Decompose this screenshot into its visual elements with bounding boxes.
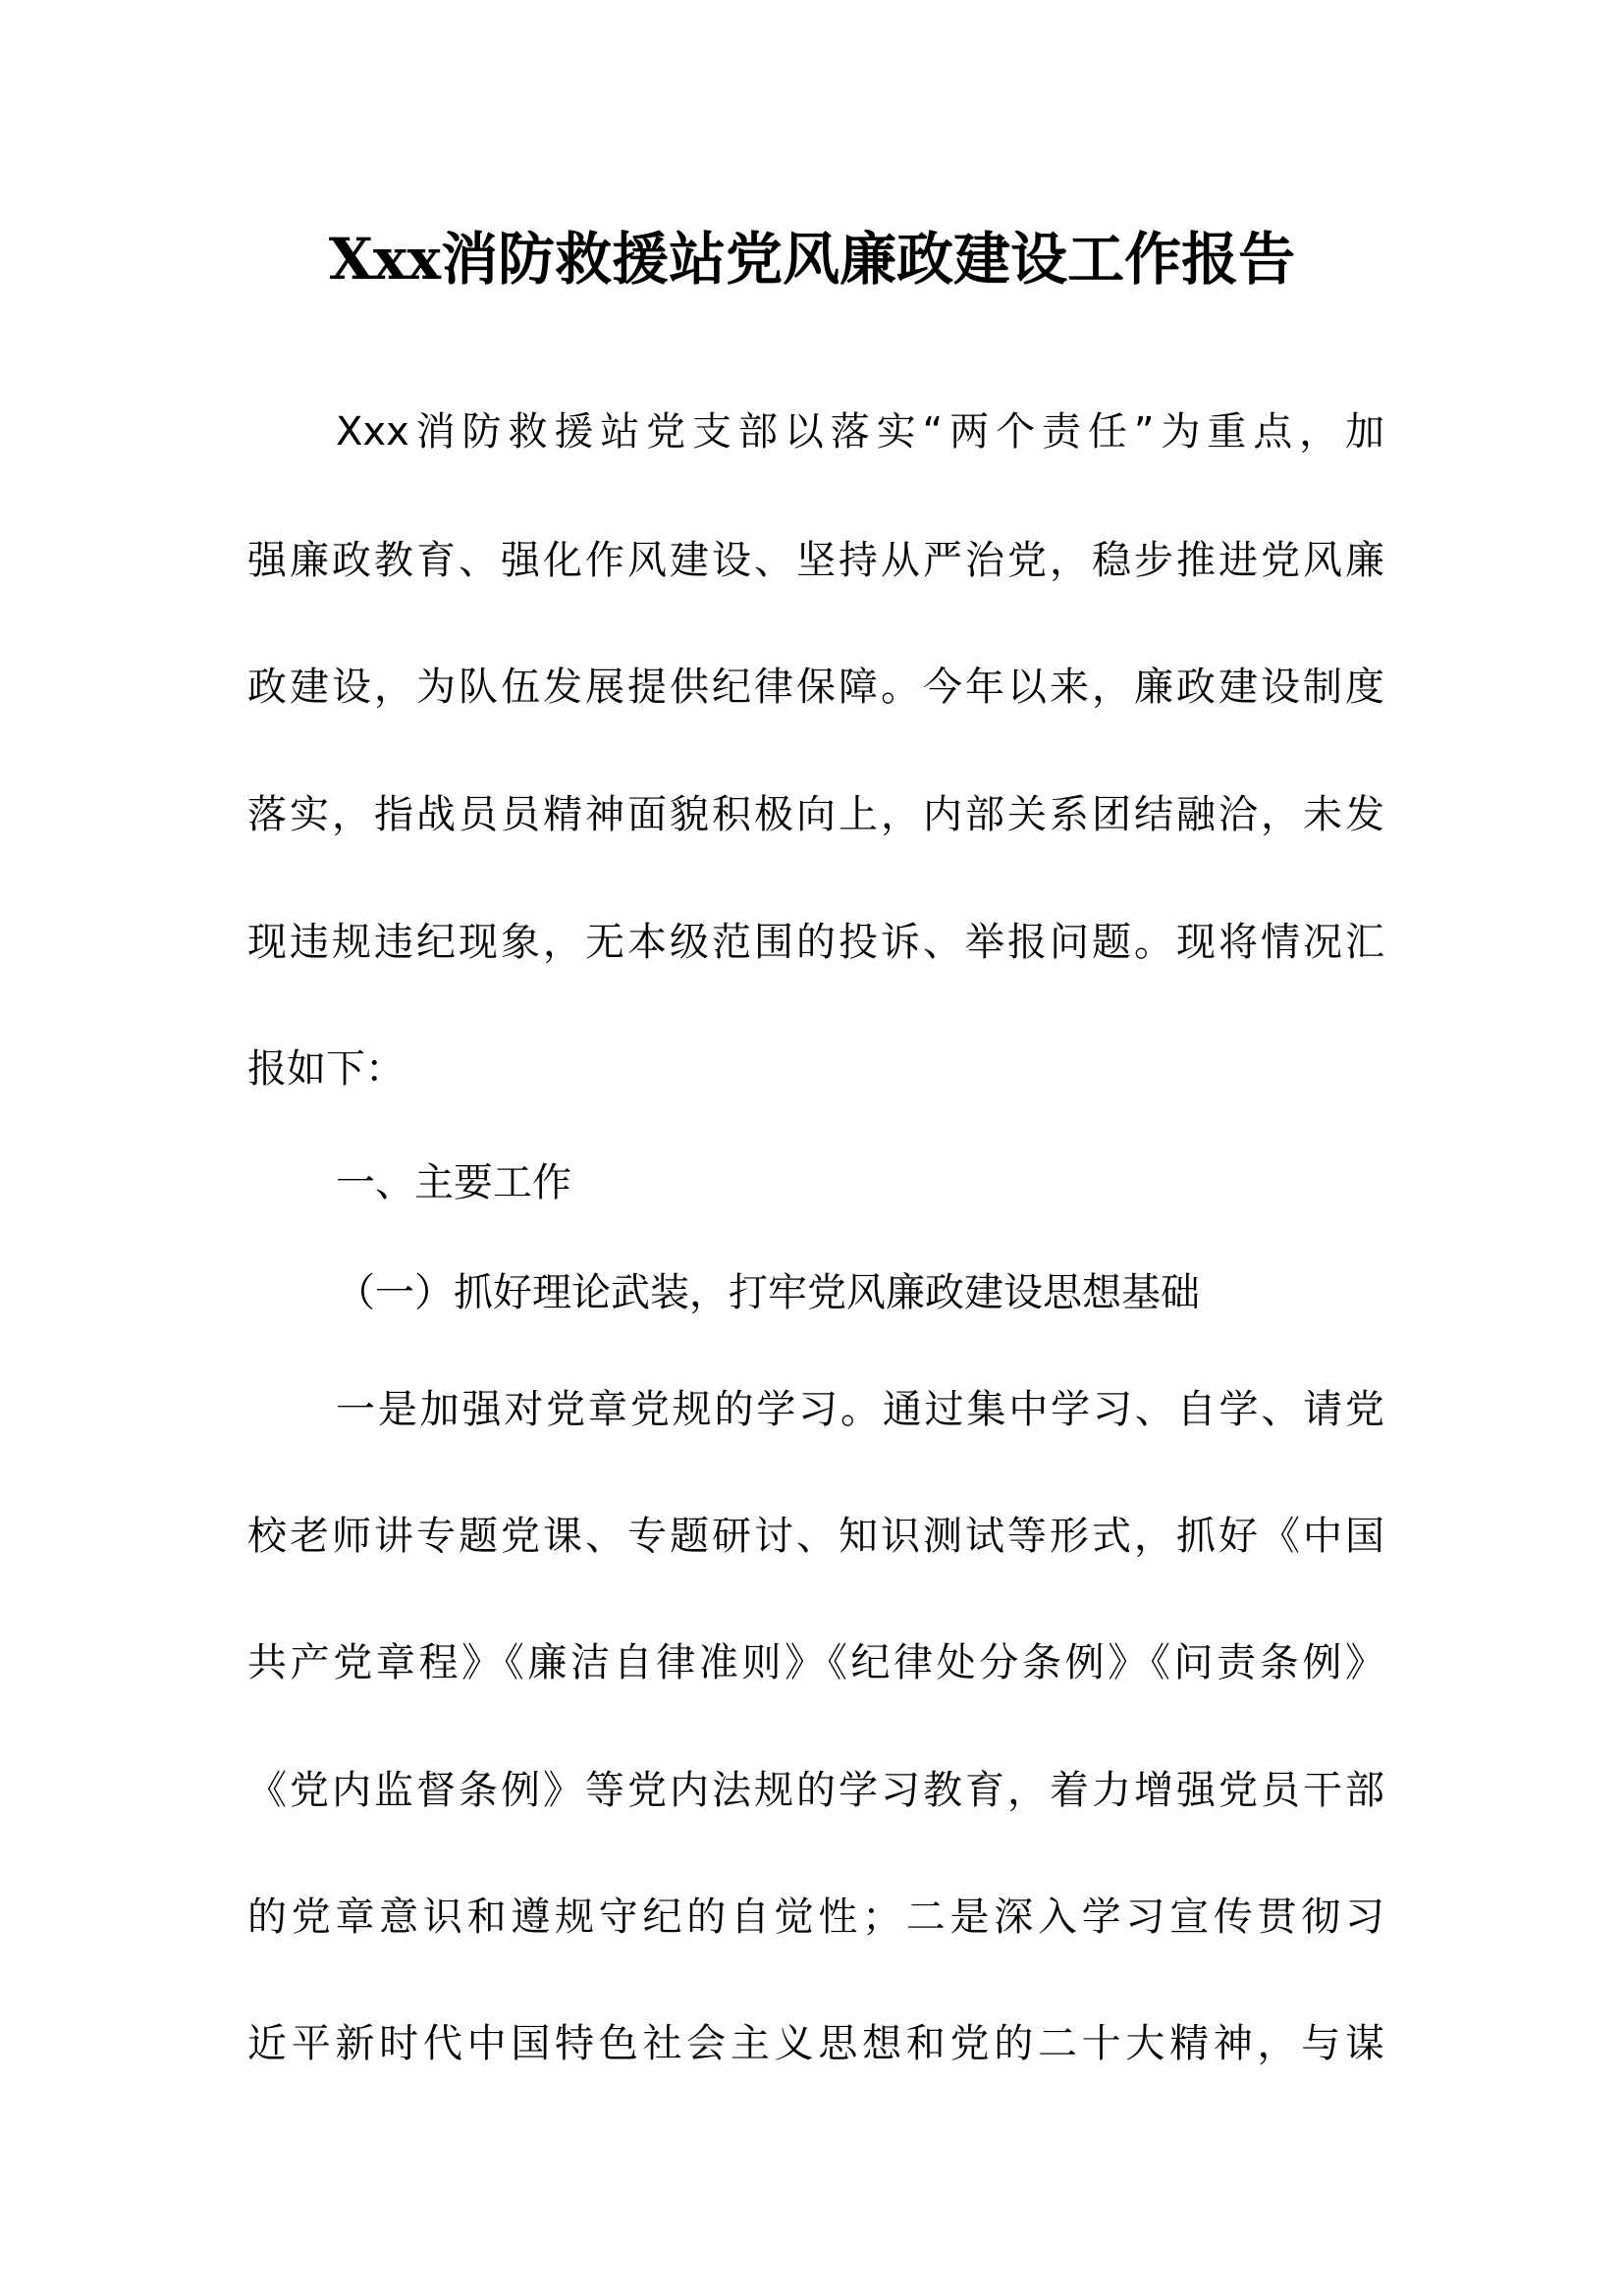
paragraph-line: 落实，指战员员精神面貌积极向上，内部关系团结融洽，未发 xyxy=(247,792,1384,837)
paragraph-line: 共产党章程》《廉洁自律准则》《纪律处分条例》《问责条例》 xyxy=(247,1640,1384,1685)
paragraph-line: 政建设，为队伍发展提供纪律保障。今年以来，廉政建设制度 xyxy=(247,665,1384,710)
paragraph-line: 一是加强对党章党规的学习。通过集中学习、自学、请党 xyxy=(336,1387,1384,1432)
paragraph-line: 强廉政教育、强化作风建设、坚持从严治党，稳步推进党风廉 xyxy=(247,538,1384,583)
section-heading: 一、主要工作 xyxy=(336,1160,571,1205)
paragraph-line: 校老师讲专题党课、专题研讨、知识测试等形式，抓好《中国 xyxy=(247,1514,1384,1559)
paragraph-line: 的党章意识和遵规守纪的自觉性；二是深入学习宣传贯彻习 xyxy=(247,1895,1384,1940)
paragraph-line: 现违规违纪现象，无本级范围的投诉、举报问题。现将情况汇 xyxy=(247,920,1384,965)
paragraph-line: 报如下： xyxy=(247,1046,405,1092)
paragraph-line: 近平新时代中国特色社会主义思想和党的二十大精神，与谋 xyxy=(247,2021,1384,2066)
paragraph-line: Xxx消防救援站党支部以落实“两个责任”为重点，加 xyxy=(336,409,1384,454)
paragraph-line: 《党内监督条例》等党内法规的学习教育，着力增强党员干部 xyxy=(247,1768,1384,1813)
subsection-heading: （一）抓好理论武装，打牢党风廉政建设思想基础 xyxy=(336,1270,1200,1315)
document-title: Xxx消防救援站党风廉政建设工作报告 xyxy=(328,226,1296,293)
